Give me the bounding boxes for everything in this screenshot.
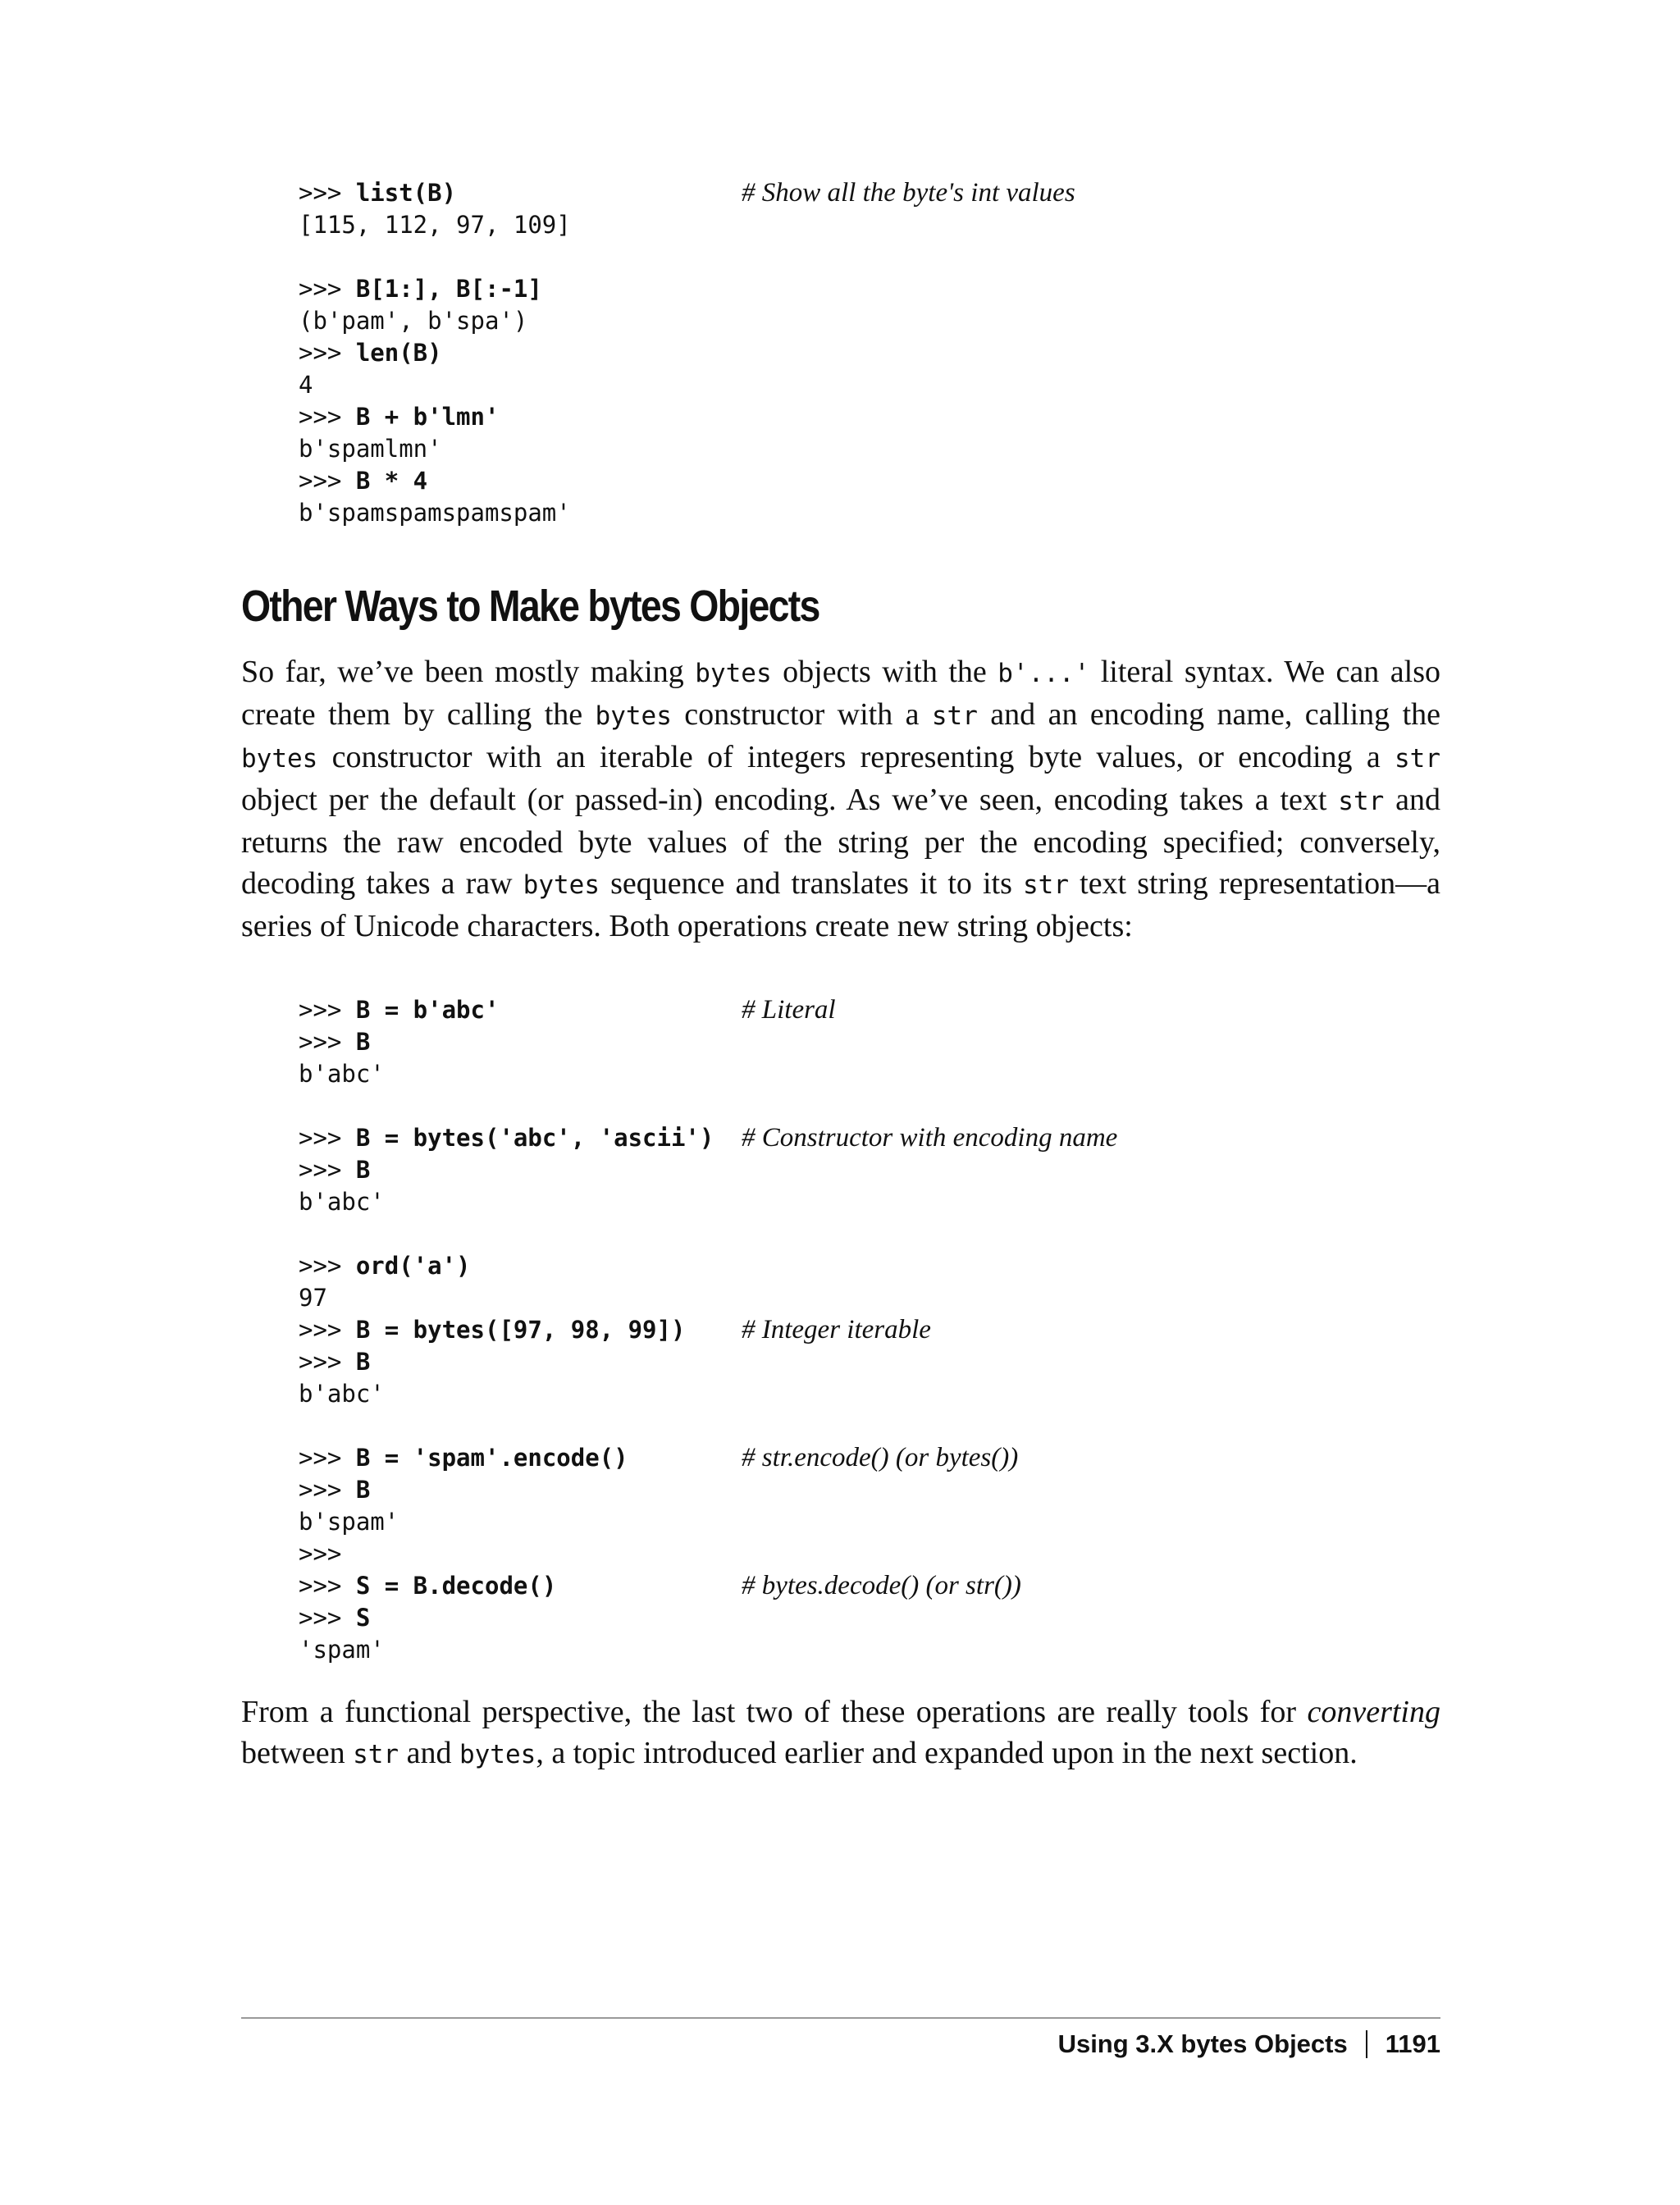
code-input-line — [299, 465, 571, 497]
code-input-line — [299, 1602, 714, 1634]
code-input-line — [299, 273, 571, 305]
code-prompt: >>> — [299, 1252, 356, 1280]
inline-code: bytes — [695, 659, 772, 688]
code-input-line — [299, 1154, 714, 1186]
code-output: [115, 112, 97, 109] — [299, 211, 571, 239]
footer-divider — [241, 2017, 1440, 2019]
code-prompt: >>> — [299, 1444, 356, 1472]
code-output: b'abc' — [299, 1188, 385, 1216]
code-command: S = B.decode() — [355, 1572, 557, 1600]
code-prompt: >>> — [299, 403, 356, 431]
code-output-line — [299, 305, 571, 337]
code-prompt: >>> — [299, 1540, 356, 1568]
inline-code: b'...' — [998, 659, 1090, 688]
code-output-line — [299, 1506, 714, 1538]
code-command: B — [355, 1348, 371, 1376]
code-input-line — [299, 1346, 714, 1378]
code-command: B = bytes('abc', 'ascii') — [355, 1124, 714, 1152]
code-comment: # Constructor with encoding name — [742, 1123, 1118, 1153]
code-command: B * 4 — [355, 467, 428, 495]
inline-code: bytes — [595, 701, 672, 731]
text-run: So far, we’ve been mostly making — [241, 655, 696, 689]
code-output-line — [299, 1634, 714, 1666]
code-command: len(B) — [355, 339, 442, 367]
code-output: 'spam' — [299, 1636, 385, 1664]
code-output: (b'pam', b'spa') — [299, 307, 528, 335]
code-output-line — [299, 209, 571, 241]
code-comment: # Show all the byte's int values — [742, 178, 1075, 208]
code-output-line — [299, 369, 571, 401]
text-run: object per the default (or passed-in) encoding. As we’ve seen, encoding takes a text — [241, 783, 1339, 817]
code-output-line — [299, 497, 571, 529]
paragraph-conclusion — [241, 1691, 1440, 1775]
code-input-line — [299, 337, 571, 369]
inline-code: str — [1338, 787, 1385, 816]
footer-separator — [1366, 2030, 1367, 2058]
text-run: between — [241, 1736, 354, 1770]
code-command: B — [355, 1028, 371, 1056]
code-input-line — [299, 1442, 1019, 1474]
code-prompt: >>> — [299, 179, 356, 207]
code-command: B = b'abc' — [355, 996, 500, 1024]
code-prompt: >>> — [299, 467, 356, 495]
code-command: S — [355, 1604, 371, 1632]
text-run: sequence and translates it to its — [600, 866, 1024, 901]
code-comment: # Literal — [742, 995, 836, 1025]
code-output: b'abc' — [299, 1380, 385, 1408]
code-output: 4 — [299, 371, 313, 399]
code-output: b'spamlmn' — [299, 435, 442, 463]
code-block-bytes-creation — [299, 994, 1118, 1666]
section-heading: Other Ways to Make bytes Objects — [241, 582, 819, 631]
code-input-line — [299, 994, 836, 1026]
inline-code: bytes — [241, 744, 318, 774]
code-input-line — [299, 1250, 714, 1282]
code-blank-line — [299, 1218, 714, 1250]
code-prompt: >>> — [299, 1124, 356, 1152]
text-run: , a topic introduced earlier and expanded upon in the next section. — [536, 1736, 1358, 1770]
code-command: B = 'spam'.encode() — [355, 1444, 628, 1472]
text-run: text string representation—a series of Unicode characters. Both operations create new string objects: — [241, 866, 1441, 943]
code-command: B — [355, 1476, 371, 1504]
emphasis-text: converting — [1307, 1695, 1440, 1729]
code-output-line — [299, 433, 571, 465]
text-run: and — [399, 1736, 459, 1770]
code-input-line — [299, 1474, 714, 1506]
code-comment: # Integer iterable — [742, 1315, 931, 1344]
inline-code: str — [1023, 870, 1070, 900]
code-blank-line — [299, 1410, 714, 1442]
code-command: B[1:], B[:-1] — [355, 275, 542, 303]
code-command: B — [355, 1156, 371, 1184]
code-output-line — [299, 1186, 714, 1218]
text-run: constructor with an iterable of integers representing byte values, or encoding a — [317, 740, 1395, 774]
code-input-line — [299, 177, 1075, 209]
inline-code: str — [1395, 744, 1440, 774]
code-input-line — [299, 1538, 714, 1570]
code-input-line — [299, 1570, 1021, 1602]
code-output: b'abc' — [299, 1060, 385, 1088]
text-run: literal syntax. We can also create them by calling the — [241, 655, 1441, 732]
page-footer — [1058, 2029, 1440, 2059]
code-prompt: >>> — [299, 1604, 356, 1632]
code-prompt: >>> — [299, 1316, 356, 1344]
text-run: and returns the raw encoded byte values of the string per the encoding specified; conversely, decoding takes a raw — [241, 783, 1440, 901]
code-output: 97 — [299, 1284, 327, 1312]
page-number: 1191 — [1385, 2029, 1440, 2058]
inline-code: bytes — [523, 870, 600, 900]
code-comment: # bytes.decode() (or str()) — [742, 1571, 1021, 1600]
inline-code: bytes — [459, 1740, 536, 1769]
code-input-line — [299, 1026, 714, 1058]
code-prompt: >>> — [299, 1156, 356, 1184]
code-prompt: >>> — [299, 339, 356, 367]
code-input-line — [299, 1122, 1118, 1154]
code-output: b'spamspamspamspam' — [299, 499, 571, 527]
code-prompt: >>> — [299, 275, 356, 303]
code-prompt: >>> — [299, 996, 356, 1024]
code-input-line — [299, 401, 571, 433]
code-command: list(B) — [355, 179, 457, 207]
inline-code: str — [931, 701, 978, 731]
code-block-list-slicing — [299, 177, 1075, 529]
code-output-line — [299, 1378, 714, 1410]
paragraph-intro — [241, 651, 1440, 947]
code-prompt: >>> — [299, 1572, 356, 1600]
text-run: From a functional perspective, the last two of these operations are really tools for — [241, 1695, 1308, 1729]
text-run: objects with the — [771, 655, 998, 689]
code-prompt: >>> — [299, 1348, 356, 1376]
code-comment: # str.encode() (or bytes()) — [742, 1443, 1019, 1472]
code-prompt: >>> — [299, 1476, 356, 1504]
code-blank-line — [299, 1090, 714, 1122]
text-run: constructor with a — [671, 697, 932, 732]
code-output: b'spam' — [299, 1508, 399, 1536]
code-command: B + b'lmn' — [355, 403, 500, 431]
text-run: and an encoding name, calling the — [977, 697, 1440, 732]
code-command: ord('a') — [355, 1252, 471, 1280]
code-blank-line — [299, 241, 571, 273]
code-output-line — [299, 1058, 714, 1090]
inline-code: str — [353, 1740, 399, 1769]
code-input-line — [299, 1314, 931, 1346]
code-prompt: >>> — [299, 1028, 356, 1056]
running-section-title: Using 3.X bytes Objects — [1057, 2029, 1348, 2058]
code-output-line — [299, 1282, 714, 1314]
code-command: B = bytes([97, 98, 99]) — [355, 1316, 686, 1344]
